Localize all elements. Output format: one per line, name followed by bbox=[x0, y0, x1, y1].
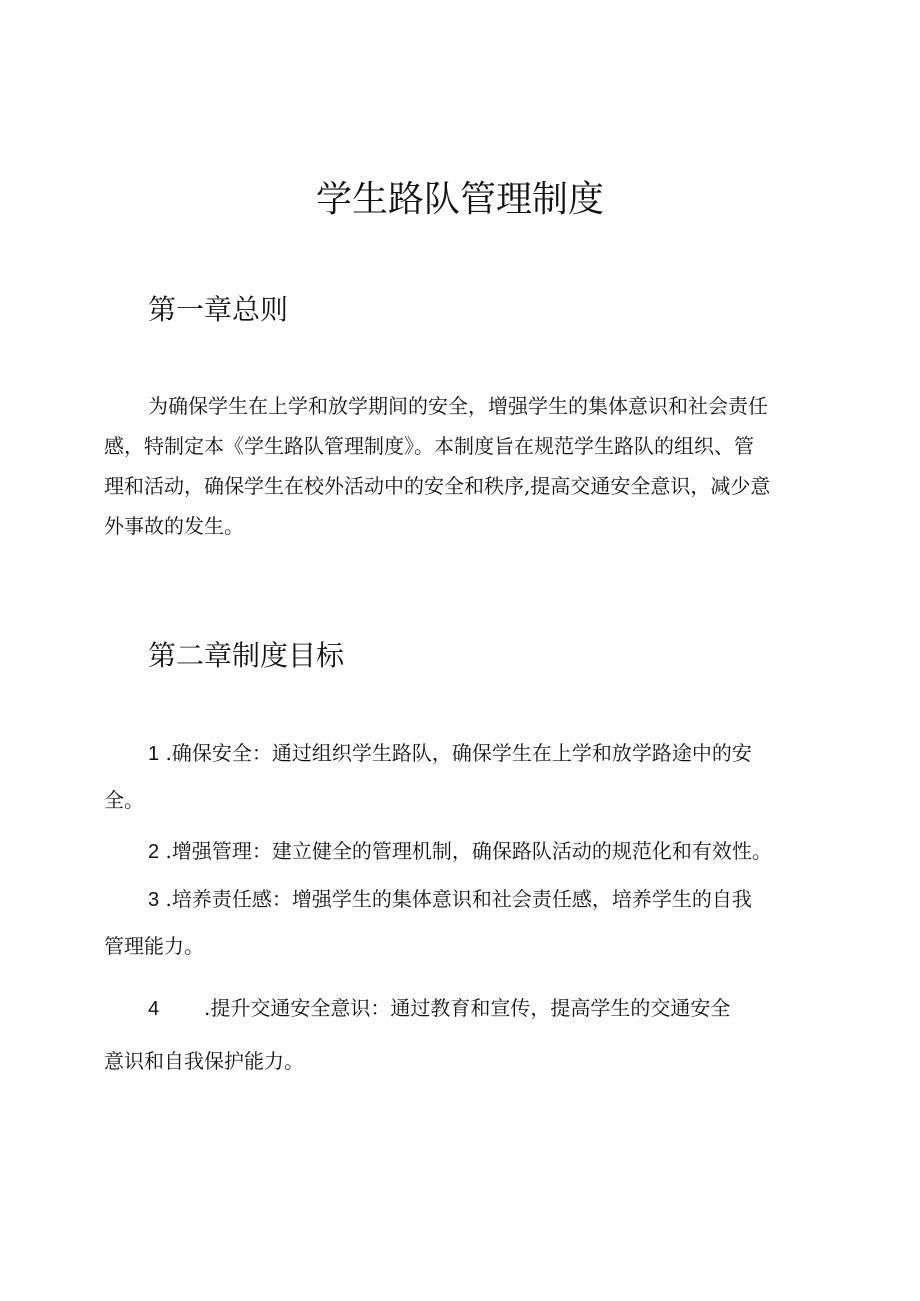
paragraph-line: 感，特制定本《学生路队管理制度》。本制度旨在规范学生路队的组织、管 bbox=[104, 434, 754, 458]
item-text-continued: 全。 bbox=[104, 788, 144, 812]
paragraph-line: 理和活动，确保学生在校外活动中的安全和秩序,提高交通安全意识，减少意 bbox=[104, 474, 771, 498]
paragraph-line: 为确保学生在上学和放学期间的安全，增强学生的集体意识和社会责任 bbox=[148, 394, 768, 418]
item-number: 2 bbox=[148, 841, 160, 863]
item-text: .培养责任感：增强学生的集体意识和社会责任感，培养学生的自我 bbox=[165, 887, 752, 911]
item-text: .提升交通安全意识：通过教育和宣传，提高学生的交通安全 bbox=[204, 996, 731, 1020]
item-text-continued: 管理能力。 bbox=[104, 934, 204, 958]
goal-item-1 bbox=[104, 730, 820, 823]
goal-item-2 bbox=[104, 828, 820, 875]
goal-item-3 bbox=[104, 876, 820, 969]
item-text: .增强管理：建立健全的管理机制，确保路队活动的规范化和有效性。 bbox=[165, 839, 772, 863]
chapter-1-heading: 第一章总则 bbox=[148, 293, 289, 326]
chapter-2-heading: 第二章制度目标 bbox=[148, 639, 345, 672]
paragraph-line: 外事故的发生。 bbox=[104, 514, 244, 538]
chapter-1-paragraph bbox=[104, 386, 820, 546]
item-number: 1 bbox=[148, 743, 160, 765]
item-text: .确保安全：通过组织学生路队，确保学生在上学和放学路途中的安 bbox=[165, 741, 752, 765]
item-number: 3 bbox=[148, 889, 160, 911]
document-title: 学生路队管理制度 bbox=[315, 179, 604, 220]
item-text-continued: 意识和自我保护能力。 bbox=[104, 1049, 304, 1073]
item-number: 4 bbox=[148, 998, 160, 1020]
goal-item-4 bbox=[104, 982, 820, 1087]
